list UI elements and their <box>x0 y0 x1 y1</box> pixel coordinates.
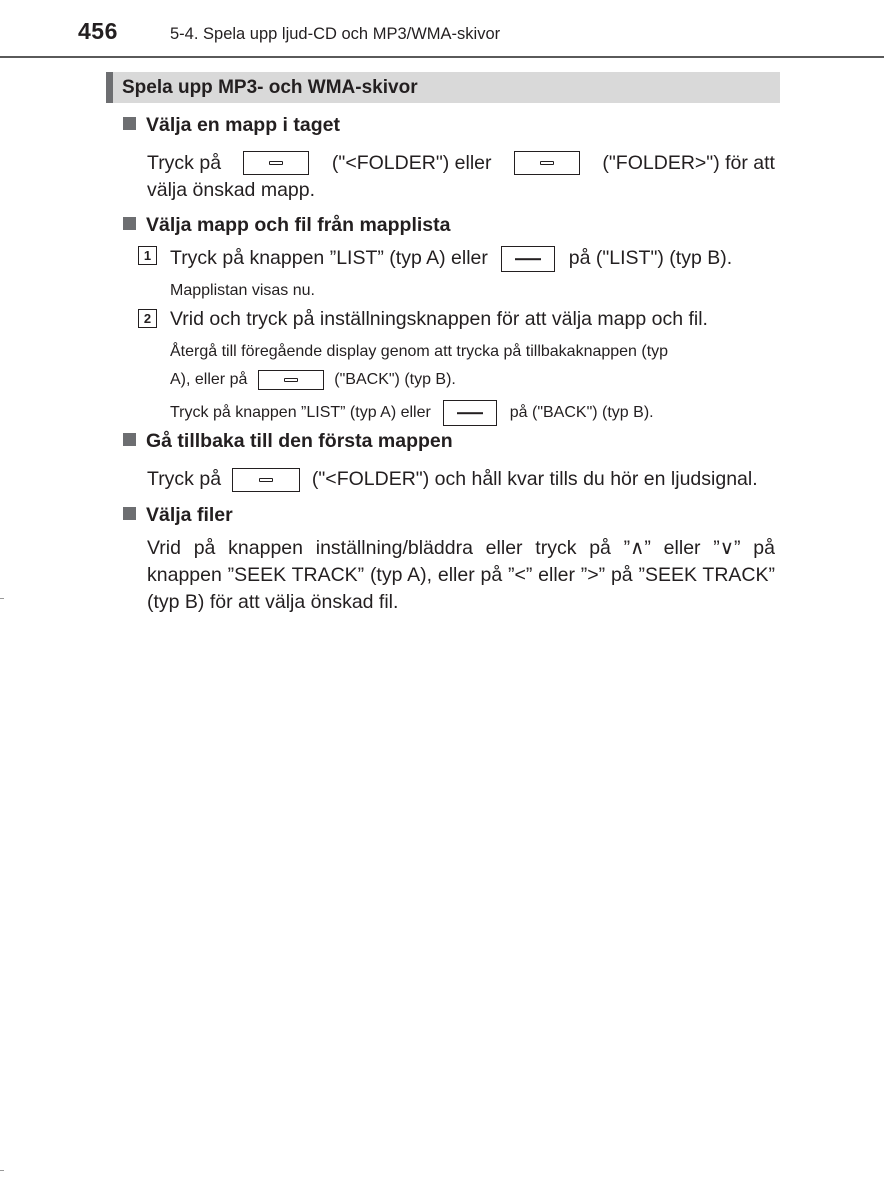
back-button-icon <box>258 370 324 390</box>
header-rule <box>0 56 884 58</box>
heading-text: Välja mapp och fil från mapplista <box>146 214 451 236</box>
folder-down-button-icon <box>243 151 309 175</box>
crop-mark <box>0 598 4 599</box>
square-bullet-icon <box>123 117 136 130</box>
heading-text: Gå tillbaka till den första mappen <box>146 430 453 452</box>
text-segment: Tryck på <box>147 151 222 174</box>
text-segment: ("FOLDER>") för att <box>602 151 775 174</box>
page-number: 456 <box>78 18 118 44</box>
paragraph-select-folder-line1 <box>147 151 775 175</box>
square-bullet-icon <box>123 217 136 230</box>
note-back-line2 <box>170 370 456 390</box>
heading-text: Välja filer <box>146 504 233 526</box>
square-bullet-icon <box>123 433 136 446</box>
square-bullet-icon <box>123 507 136 520</box>
folder-up-button-icon <box>514 151 580 175</box>
back-list-button-icon <box>443 400 497 426</box>
heading-folder-list <box>123 214 451 237</box>
heading-select-files <box>123 504 233 527</box>
folder-down-button-icon <box>232 468 300 492</box>
paragraph-select-folder-line2: välja önskad mapp. <box>147 179 316 201</box>
section-title: Spela upp MP3- och WMA-skivor <box>122 77 418 98</box>
section-title-bar <box>106 72 780 103</box>
paragraph-select-files: Vrid på knappen inställning/bläddra eller tryck på ”∧” eller ”∨” på knappen ”SEEK TRACK” (typ A), eller på ”<” eller ”>” på ”SEEK TRACK” (typ B) för att välja önskad fil. <box>147 537 775 613</box>
text-segment: på ("LIST") (typ B). <box>568 247 733 270</box>
step-number-2: 2 <box>138 309 157 328</box>
note-back-line1: Återgå till föregående display genom att trycka på tillbakaknappen (typ <box>170 343 669 360</box>
text-segment: på ("BACK") (typ B). <box>509 404 654 422</box>
text-segment: ("<FOLDER") eller <box>331 151 492 174</box>
text-segment: ("<FOLDER") och håll kvar tills du hör en ljudsignal. <box>311 468 758 491</box>
running-head: 5-4. Spela upp ljud-CD och MP3/WMA-skivor <box>170 25 501 43</box>
text-segment: Tryck på knappen ”LIST” (typ A) eller <box>170 404 431 422</box>
step-2-text: Vrid och tryck på inställningsknappen för att välja mapp och fil. <box>170 308 708 330</box>
text-segment: ("BACK") (typ B). <box>334 371 456 389</box>
note-folder-list-shown: Mapplistan visas nu. <box>170 282 315 299</box>
note-list-back <box>170 400 654 426</box>
list-button-icon <box>501 246 555 272</box>
paragraph-first-folder <box>147 468 758 492</box>
heading-first-folder <box>123 430 453 453</box>
text-segment: Tryck på <box>147 468 222 491</box>
step-number-1: 1 <box>138 246 157 265</box>
step-1-text <box>170 246 732 272</box>
text-segment: Tryck på knappen ”LIST” (typ A) eller <box>170 247 488 270</box>
heading-text: Välja en mapp i taget <box>146 114 340 136</box>
text-segment: A), eller på <box>170 371 248 389</box>
crop-mark <box>0 1170 4 1171</box>
heading-select-folder <box>123 114 340 137</box>
